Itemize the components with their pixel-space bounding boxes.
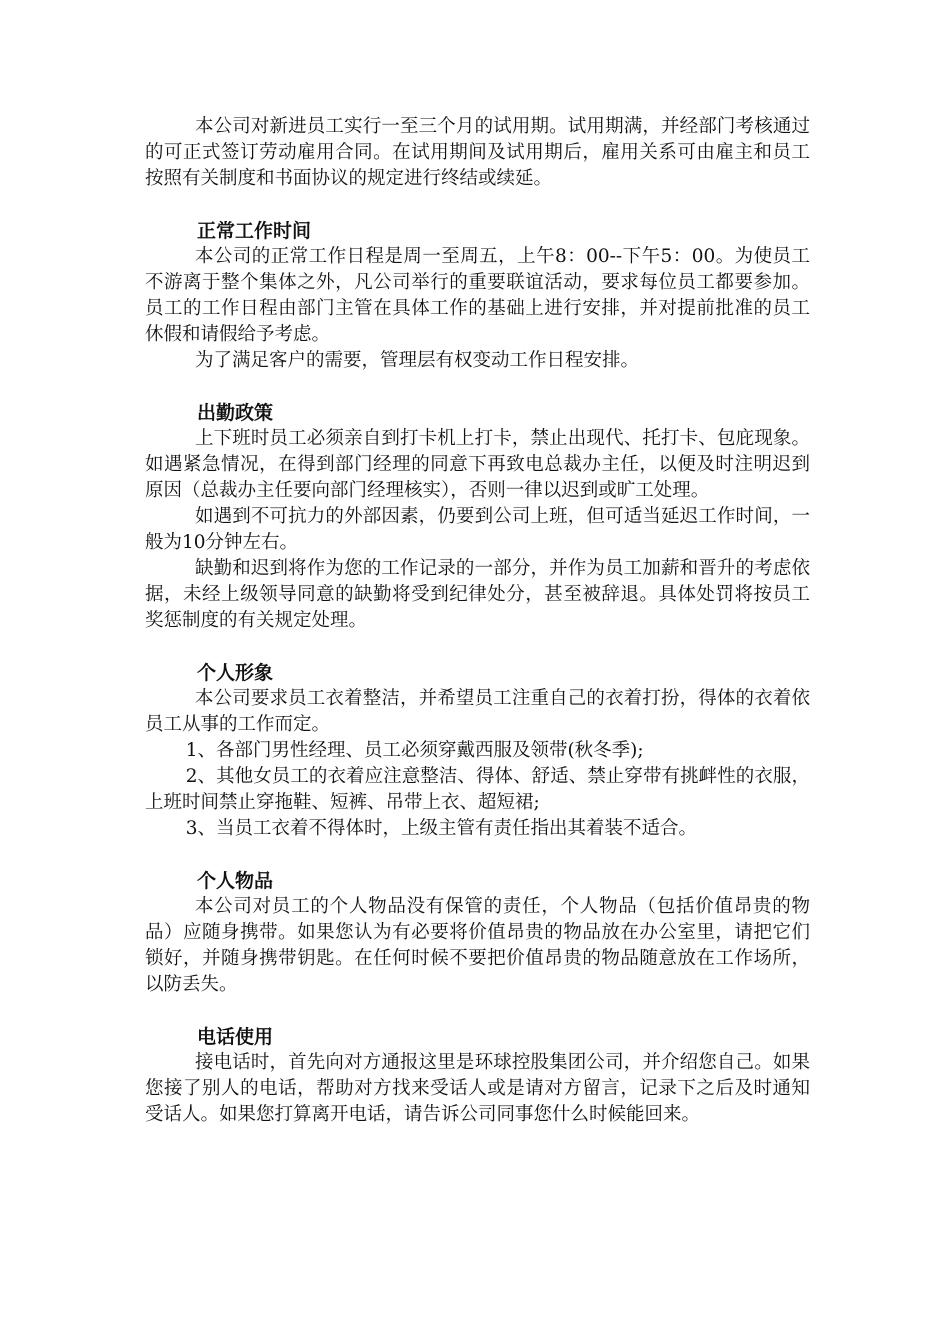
section-attendance	[145, 400, 810, 634]
section-paragraph: 为了满足客户的需要，管理层有权变动工作日程安排。	[194, 350, 639, 371]
section-gap	[145, 192, 810, 218]
list-item: 3、当员工衣着不得体时，上级主管有责任指出其着装不适合。	[185, 818, 697, 839]
section-personal-belongings	[145, 868, 810, 998]
section-gap	[145, 998, 810, 1024]
section-gap	[145, 842, 810, 868]
section-paragraph: 本公司要求员工衣着整洁，并希望员工注重自己的衣着打扮，得体的衣着依员工从事的工作而定。	[145, 688, 810, 735]
section-gap	[145, 374, 810, 400]
section-heading: 个人物品	[197, 870, 274, 892]
section-gap	[145, 634, 810, 660]
section-heading: 正常工作时间	[197, 220, 312, 242]
section-paragraph: 本公司对员工的个人物品没有保管的责任，个人物品（包括价值昂贵的物品）应随身携带。如果您认为有必要将价值昂贵的物品放在办公室里，请把它们锁好，并随身携带钥匙。在任何时候不要把价值昂贵的物品随意放在工作场所，以防丢失。	[145, 896, 810, 995]
document-page	[145, 114, 810, 1128]
section-working-hours	[145, 218, 810, 374]
list-item: 1、各部门男性经理、员工必须穿戴西服及领带(秋冬季);	[185, 740, 644, 761]
intro-paragraph: 本公司对新进员工实行一至三个月的试用期。试用期满，并经部门考核通过的可正式签订劳动雇用合同。在试用期间及试用期后，雇用关系可由雇主和员工按照有关制度和书面协议的规定进行终结或续延。	[145, 116, 810, 189]
section-paragraph: 本公司的正常工作日程是周一至周五，上午8：00--下午5：00。为使员工不游离于整个集体之外，凡公司举行的重要联谊活动，要求每位员工都要参加。员工的工作日程由部门主管在具体工作的基础上进行安排，并对提前批准的员工休假和请假给予考虑。	[145, 246, 810, 345]
section-phone-use	[145, 1024, 810, 1128]
section-heading: 出勤政策	[197, 402, 274, 424]
section-personal-image	[145, 660, 810, 842]
section-paragraph: 缺勤和迟到将作为您的工作记录的一部分，并作为员工加薪和晋升的考虑依据，未经上级领导同意的缺勤将受到纪律处分，甚至被辞退。具体处罚将按员工奖惩制度的有关规定处理。	[145, 558, 810, 631]
section-heading: 个人形象	[197, 662, 274, 684]
section-paragraph: 上下班时员工必须亲自到打卡机上打卡，禁止出现代、托打卡、包庇现象。如遇紧急情况，在得到部门经理的同意下再致电总裁办主任，以便及时注明迟到原因（总裁办主任要向部门经理核实），否则一律以迟到或旷工处理。	[145, 428, 810, 501]
section-heading: 电话使用	[197, 1026, 274, 1048]
list-item: 2、其他女员工的衣着应注意整洁、得体、舒适、禁止穿带有挑衅性的衣服，上班时间禁止穿拖鞋、短裤、吊带上衣、超短裙;	[145, 766, 810, 813]
section-paragraph: 接电话时，首先向对方通报这里是环球控股集团公司，并介绍您自己。如果您接了别人的电话，帮助对方找来受话人或是请对方留言，记录下之后及时通知受话人。如果您打算离开电话，请告诉公司同事您什么时候能回来。	[145, 1052, 810, 1125]
section-paragraph: 如遇到不可抗力的外部因素，仍要到公司上班，但可适当延迟工作时间，一般为10分钟左右。	[145, 506, 810, 553]
